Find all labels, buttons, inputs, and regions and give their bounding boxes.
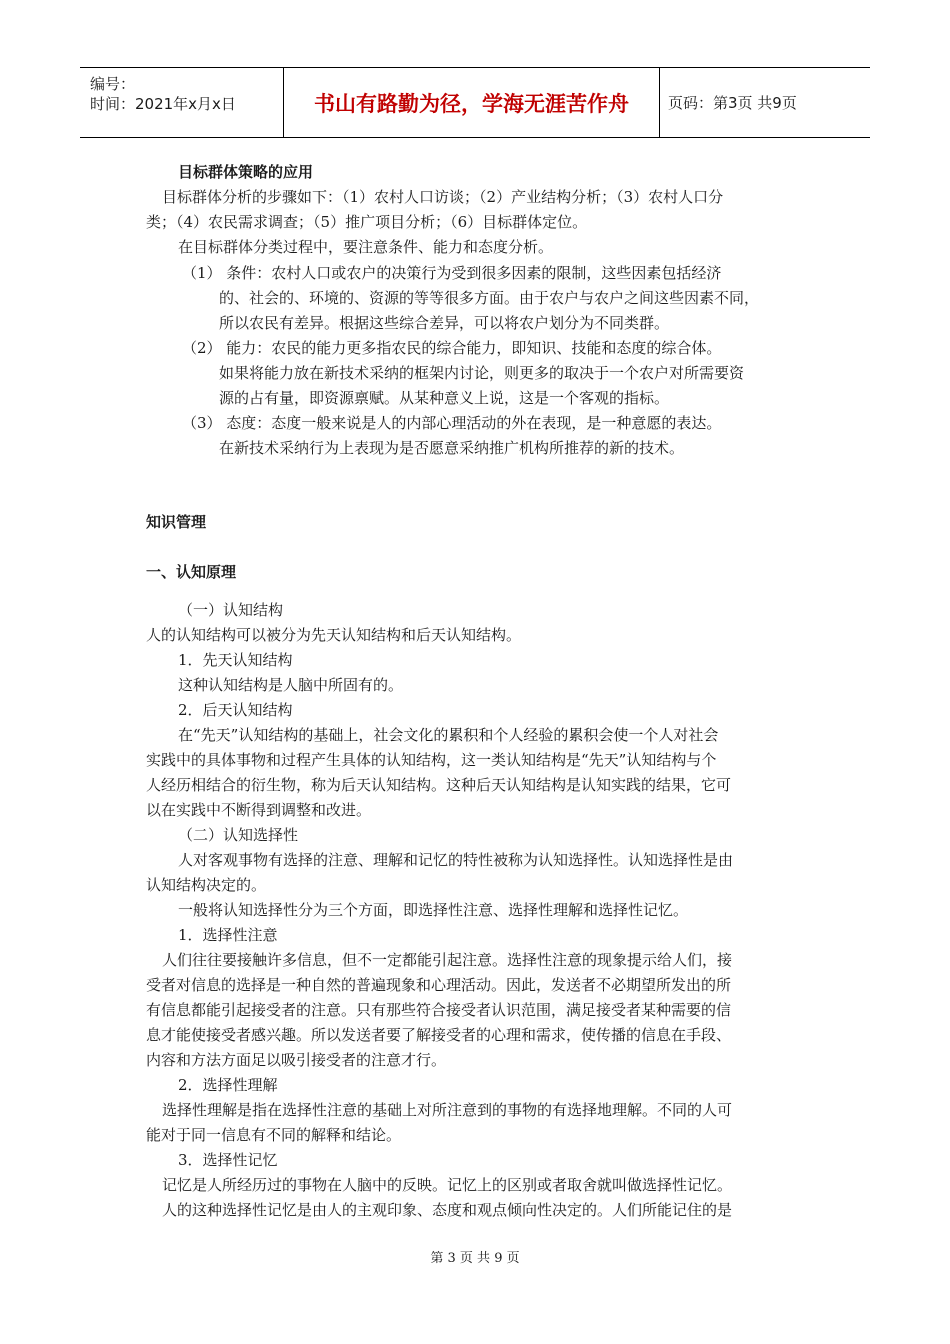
page-footer: 第 3 页 共 9 页 (430, 1251, 520, 1266)
paragraph-line: 记忆是人所经历过的事物在人脑中的反映。记忆上的区别或者取舍就叫做选择性记忆。 (162, 1176, 733, 1194)
paragraph-line: 人的这种选择性记忆是由人的主观印象、态度和观点倾向性决定的。人们所能记住的是 (162, 1201, 733, 1219)
paragraph-line: 有信息都能引起接受者的注意。只有那些符合接受者认识范围，满足接受者某种需要的信 (146, 1001, 732, 1019)
list-item-line: 源的占有量，即资源禀赋。从某种意义上说，这是一个客观的指标。 (219, 389, 670, 407)
paragraph-line: 以在实践中不断得到调整和改进。 (146, 801, 372, 819)
section-heading: 一、认知原理 (146, 563, 237, 581)
list-item-line: （3） 态度：态度一般来说是人的内部心理活动的外在表现，是一种意愿的表达。 (182, 414, 722, 432)
paragraph-line: 息才能使接受者感兴趣。所以发送者要了解接受者的心理和需求，使传播的信息在手段、 (146, 1026, 732, 1044)
subsection-heading: （一）认知结构 (178, 601, 284, 619)
list-item-line: 所以农民有差异。根据这些综合差异，可以将农户划分为不同类群。 (219, 314, 670, 332)
paragraph-line: 这种认知结构是人脑中所固有的。 (178, 676, 404, 694)
doc-number: 编号： (90, 75, 136, 93)
paragraph-line: 一般将认知选择性分为三个方面，即选择性注意、选择性理解和选择性记忆。 (178, 901, 689, 919)
paragraph-line: 人的认知结构可以被分为先天认知结构和后天认知结构。 (146, 626, 522, 644)
paragraph-line: 在“先天”认知结构的基础上，社会文化的累积和个人经验的累积会使一个人对社会 (178, 726, 719, 744)
subsection-heading: 2．选择性理解 (178, 1076, 278, 1094)
paragraph-line: 类；（4）农民需求调查；（5）推广项目分析；（6）目标群体定位。 (146, 213, 588, 231)
paragraph-line: 选择性理解是指在选择性注意的基础上对所注意到的事物的有选择地理解。不同的人可 (162, 1101, 733, 1119)
list-item-line: （1） 条件：农村人口或农户的决策行为受到很多因素的限制，这些因素包括经济 (182, 264, 722, 282)
subsection-heading: 1．先天认知结构 (178, 651, 293, 669)
paragraph-line: 认知结构决定的。 (146, 876, 267, 894)
header-page-number: 页码：第3页 共9页 (668, 94, 797, 112)
paragraph-line: 人经历相结合的衍生物，称为后天认知结构。这种后天认知结构是认知实践的结果，它可 (146, 776, 732, 794)
list-item-line: 如果将能力放在新技术采纳的框架内讨论，则更多的取决于一个农户对所需要资 (219, 364, 745, 382)
paragraph-line: 受者对信息的选择是一种自然的普遍现象和心理活动。因此，发送者不必期望所发出的所 (146, 976, 732, 994)
section-heading: 目标群体策略的应用 (178, 163, 314, 181)
header-motto: 书山有路勤为径，学海无涯苦作舟 (283, 68, 660, 137)
subsection-heading: 1．选择性注意 (178, 926, 278, 944)
doc-date: 时间：2021年x月x日 (90, 95, 236, 113)
subsection-heading: （二）认知选择性 (178, 826, 299, 844)
list-item-line: （2） 能力：农民的能力更多指农民的综合能力，即知识、技能和态度的综合体。 (182, 339, 722, 357)
subsection-heading: 3．选择性记忆 (178, 1151, 278, 1169)
paragraph-line: 内容和方法方面足以吸引接受者的注意才行。 (146, 1051, 447, 1069)
paragraph-line: 人们往往要接触许多信息，但不一定都能引起注意。选择性注意的现象提示给人们，接 (162, 951, 733, 969)
paragraph-line: 人对客观事物有选择的注意、理解和记忆的特性被称为认知选择性。认知选择性是由 (178, 851, 734, 869)
list-item-line: 在新技术采纳行为上表现为是否愿意采纳推广机构所推荐的新的技术。 (219, 439, 685, 457)
subsection-heading: 2．后天认知结构 (178, 701, 293, 719)
paragraph-line: 在目标群体分类过程中，要注意条件、能力和态度分析。 (178, 238, 554, 256)
list-item-line: 的、社会的、环境的、资源的等等很多方面。由于农户与农户之间这些因素不同， (219, 289, 760, 307)
paragraph-line: 目标群体分析的步骤如下：（1）农村人口访谈；（2）产业结构分析；（3）农村人口分 (162, 188, 724, 206)
section-heading: 知识管理 (146, 513, 207, 531)
paragraph-line: 实践中的具体事物和过程产生具体的认知结构，这一类认知结构是“先天”认知结构与个 (146, 751, 717, 769)
paragraph-line: 能对于同一信息有不同的解释和结论。 (146, 1126, 402, 1144)
